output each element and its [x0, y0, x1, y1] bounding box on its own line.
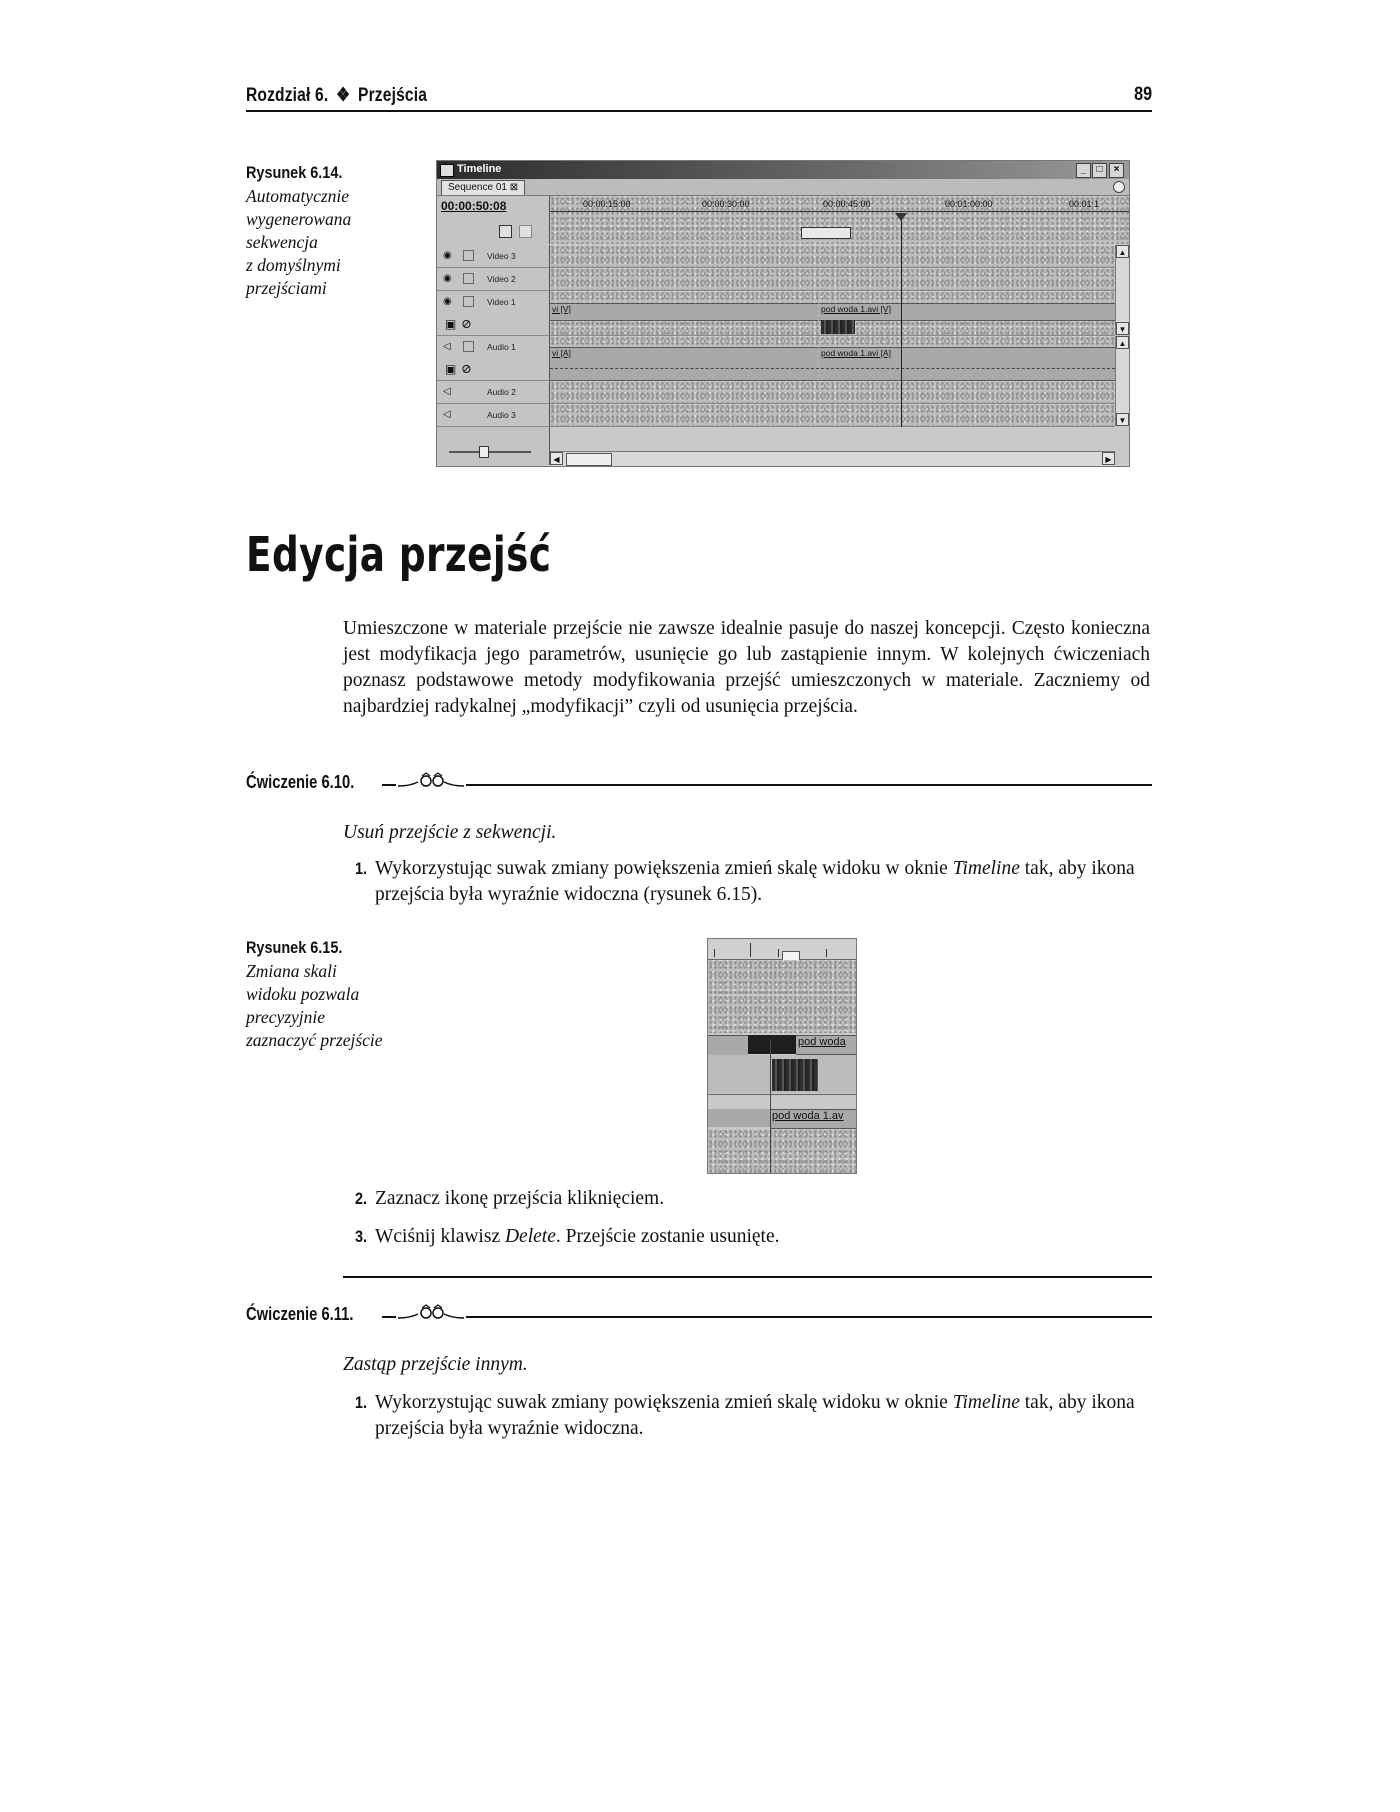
lock-icon[interactable] — [463, 250, 474, 261]
keyframe-off-icon[interactable]: ⊘ — [461, 316, 472, 331]
zoom-slider-track[interactable] — [449, 451, 531, 453]
clip-video-b[interactable] — [796, 1035, 856, 1055]
clip-label: vi [V] — [552, 304, 571, 314]
work-area-bar[interactable] — [801, 227, 851, 239]
speaker-icon[interactable]: ◁ — [443, 386, 451, 397]
zoomed-track-video-3 — [708, 960, 856, 994]
step-number: 1. — [355, 859, 368, 878]
track-header-audio-1[interactable] — [437, 336, 550, 381]
running-header — [246, 82, 1152, 112]
clip-audio-b[interactable] — [770, 1109, 856, 1129]
panel-menu-icon[interactable] — [1113, 181, 1125, 193]
clip-thumbnail — [821, 320, 855, 334]
snap-icon[interactable] — [499, 225, 512, 238]
step-text: Wciśnij klawisz — [375, 1226, 505, 1247]
track-header-audio-2[interactable] — [437, 381, 550, 404]
sequence-tab-bar — [437, 179, 1129, 196]
track-header-audio-3[interactable] — [437, 404, 550, 427]
timecode-display[interactable]: 00:00:50:08 — [441, 199, 507, 213]
zoomed-ruler — [708, 939, 856, 960]
step-text: tak, aby ikona przejścia była wyraźnie widoczna. — [375, 1392, 1135, 1439]
clip-audio-1-a[interactable] — [550, 347, 818, 381]
ruler-label: 00:01:00:00 — [945, 199, 993, 209]
scroll-thumb[interactable] — [566, 453, 612, 466]
section-label: Przejścia — [358, 85, 428, 106]
step-emphasis: Timeline — [952, 1392, 1020, 1413]
ornament-icon — [396, 772, 466, 792]
exercise-label: Ćwiczenie 6.10. — [246, 772, 355, 792]
lock-icon[interactable] — [463, 341, 474, 352]
maximize-icon[interactable]: □ — [1092, 163, 1107, 178]
step-number: 1. — [355, 1393, 368, 1412]
ruler-label: 00:00:30:00 — [702, 199, 750, 209]
lock-icon[interactable] — [463, 296, 474, 307]
step-number: 3. — [355, 1227, 368, 1246]
step-text: Wykorzystując suwak zmiany powiększenia zmień skalę widoku w oknie — [375, 858, 953, 879]
close-icon[interactable]: × — [1109, 163, 1124, 178]
ruler-label: 00:00:45:00 — [823, 199, 871, 209]
app-icon — [440, 164, 454, 177]
exercise-task: Usuń przejście z sekwencji. — [343, 822, 557, 843]
ruler-tick — [750, 943, 751, 957]
eye-icon[interactable]: ◉ — [443, 273, 452, 284]
page-number: 89 — [1134, 84, 1152, 105]
track-divider — [708, 1094, 856, 1095]
track-label: Audio 3 — [487, 410, 516, 420]
clip-video-a[interactable] — [708, 1035, 748, 1055]
audio-vertical-scrollbar[interactable] — [1115, 336, 1129, 426]
speaker-icon[interactable]: ◁ — [443, 341, 451, 352]
chapter-label: Rozdział 6. — [246, 85, 329, 106]
eye-icon[interactable]: ◉ — [443, 296, 452, 307]
scroll-down-icon[interactable]: ▼ — [1116, 413, 1129, 426]
exercise-step — [355, 856, 1150, 908]
exercise-heading — [246, 772, 1152, 796]
display-style-icon[interactable]: ▣ — [445, 362, 457, 376]
scroll-left-icon[interactable]: ◀ — [550, 452, 563, 465]
exercise-rule — [382, 1316, 1152, 1318]
ruler-tick — [778, 949, 779, 957]
exercise-heading — [246, 1304, 1152, 1328]
track-label: Audio 2 — [487, 387, 516, 397]
ruler-label: 00:01:1 — [1069, 199, 1100, 209]
ruler-tick — [826, 949, 827, 957]
diamond-ornament-icon: ❖ — [336, 85, 351, 106]
figure-label: Rysunek 6.14. — [246, 163, 343, 182]
edit-line — [770, 1039, 771, 1173]
clip-label: vi [A] — [552, 348, 571, 358]
exercise-step — [355, 1224, 1150, 1250]
intro-paragraph: Umieszczone w materiale przejście nie zawsze idealnie pasuje do naszej koncepcji. Często konieczna jest modyfikacja jego parametrów, usunięcie go lub zastąpienie innym. W kolejnych ćwiczeniach poznasz podstawowe metody modyfikowania przejść umieszczonych w materiale. Zaczniemy od najbardziej radykalnej „modyfikacji” czyli od usunięcia przejścia. — [343, 618, 1150, 717]
marker-icon[interactable] — [519, 225, 532, 238]
track-header-video-1[interactable] — [437, 291, 550, 336]
zoom-slider-handle[interactable] — [479, 446, 489, 458]
ruler-tick — [714, 949, 715, 957]
track-label: Video 3 — [487, 251, 516, 261]
clip-label: pod woda — [798, 1036, 846, 1048]
figure-caption-text: Zmiana skali widoku pozwala precyzyjnie zaznaczyć przejście — [246, 961, 383, 1050]
figure-caption-6-15 — [246, 938, 426, 1052]
display-style-icon[interactable]: ▣ — [445, 317, 457, 331]
figure-caption-6-14 — [246, 163, 396, 300]
ornament-icon — [396, 1304, 466, 1324]
track-header-video-2[interactable] — [437, 268, 550, 291]
step-text: . Przejście zostanie usunięte. — [555, 1226, 780, 1247]
ruler-label: 00:00:15:00 — [583, 199, 631, 209]
scroll-down-icon[interactable]: ▼ — [1116, 322, 1129, 335]
track-row-audio-2[interactable] — [550, 381, 1115, 404]
timeline-titlebar — [437, 161, 1129, 179]
volume-line — [550, 368, 1115, 370]
step-number: 2. — [355, 1189, 368, 1208]
step-text: Zaznacz ikonę przejścia kliknięciem. — [375, 1188, 665, 1209]
playhead[interactable] — [901, 219, 902, 427]
zoomed-timeline-screenshot — [707, 938, 857, 1174]
keyframe-off-icon[interactable]: ⊘ — [461, 361, 472, 376]
track-row-audio-3[interactable] — [550, 404, 1115, 427]
clip-label: pod woda 1.av — [772, 1110, 844, 1122]
clip-thumbnail — [772, 1059, 818, 1091]
track-label: Video 1 — [487, 297, 516, 307]
clip-audio-a[interactable] — [708, 1109, 770, 1127]
figure-caption-text: Automatycznie wygenerowana sekwencja z domyślnymi przejściami — [246, 186, 352, 298]
sequence-tab[interactable] — [441, 180, 525, 195]
clip-label: pod woda 1.avi [A] — [821, 348, 891, 358]
track-label: Video 2 — [487, 274, 516, 284]
step-text: Wykorzystując suwak zmiany powiększenia zmień skalę widoku w oknie — [375, 1392, 953, 1413]
exercise-step — [355, 1390, 1150, 1442]
exercise-step — [355, 1186, 1150, 1212]
track-label: Audio 1 — [487, 342, 516, 352]
exercise-task: Zastąp przejście innym. — [343, 1354, 528, 1375]
speaker-icon[interactable]: ◁ — [443, 409, 451, 420]
timeline-screenshot — [436, 160, 1130, 467]
clip-video-1-b[interactable] — [819, 303, 1115, 321]
minimize-icon[interactable]: _ — [1076, 163, 1091, 178]
scroll-right-icon[interactable]: ▶ — [1102, 452, 1115, 465]
video-vertical-scrollbar[interactable] — [1115, 245, 1129, 335]
section-heading: Edycja przejść — [246, 527, 552, 583]
exercise-end-rule — [343, 1276, 1152, 1278]
track-row-video-2[interactable] — [550, 268, 1115, 291]
zoomed-track-audio — [708, 1129, 856, 1173]
zoomed-track-video-2 — [708, 995, 856, 1033]
scroll-up-icon[interactable]: ▲ — [1116, 245, 1129, 258]
step-emphasis: Delete — [504, 1226, 556, 1247]
clip-video-1-a[interactable] — [550, 303, 818, 321]
exercise-label: Ćwiczenie 6.11. — [246, 1304, 354, 1324]
window-title: Timeline — [457, 163, 502, 175]
transition-icon[interactable] — [748, 1035, 796, 1054]
exercise-rule — [382, 784, 1152, 786]
horizontal-scrollbar[interactable] — [550, 451, 1115, 466]
clip-audio-1-b[interactable] — [819, 347, 1115, 381]
clip-label: pod woda 1.avi [V] — [821, 304, 891, 314]
track-row-video-3[interactable] — [550, 245, 1115, 268]
zoom-area — [437, 427, 550, 465]
step-emphasis: Timeline — [952, 858, 1020, 879]
tab-close-icon[interactable]: ⊠ — [509, 182, 519, 193]
lock-icon[interactable] — [463, 273, 474, 284]
eye-icon[interactable]: ◉ — [443, 250, 452, 261]
sequence-tab-label: Sequence 01 — [448, 182, 507, 193]
ruler-line — [550, 211, 1129, 212]
running-header-title — [246, 84, 427, 107]
figure-label: Rysunek 6.15. — [246, 938, 343, 957]
track-header-video-3[interactable] — [437, 245, 550, 268]
scroll-up-icon[interactable]: ▲ — [1116, 336, 1129, 349]
step-text: tak, aby ikona przejścia była wyraźnie widoczna (rysunek 6.15). — [375, 858, 1135, 905]
